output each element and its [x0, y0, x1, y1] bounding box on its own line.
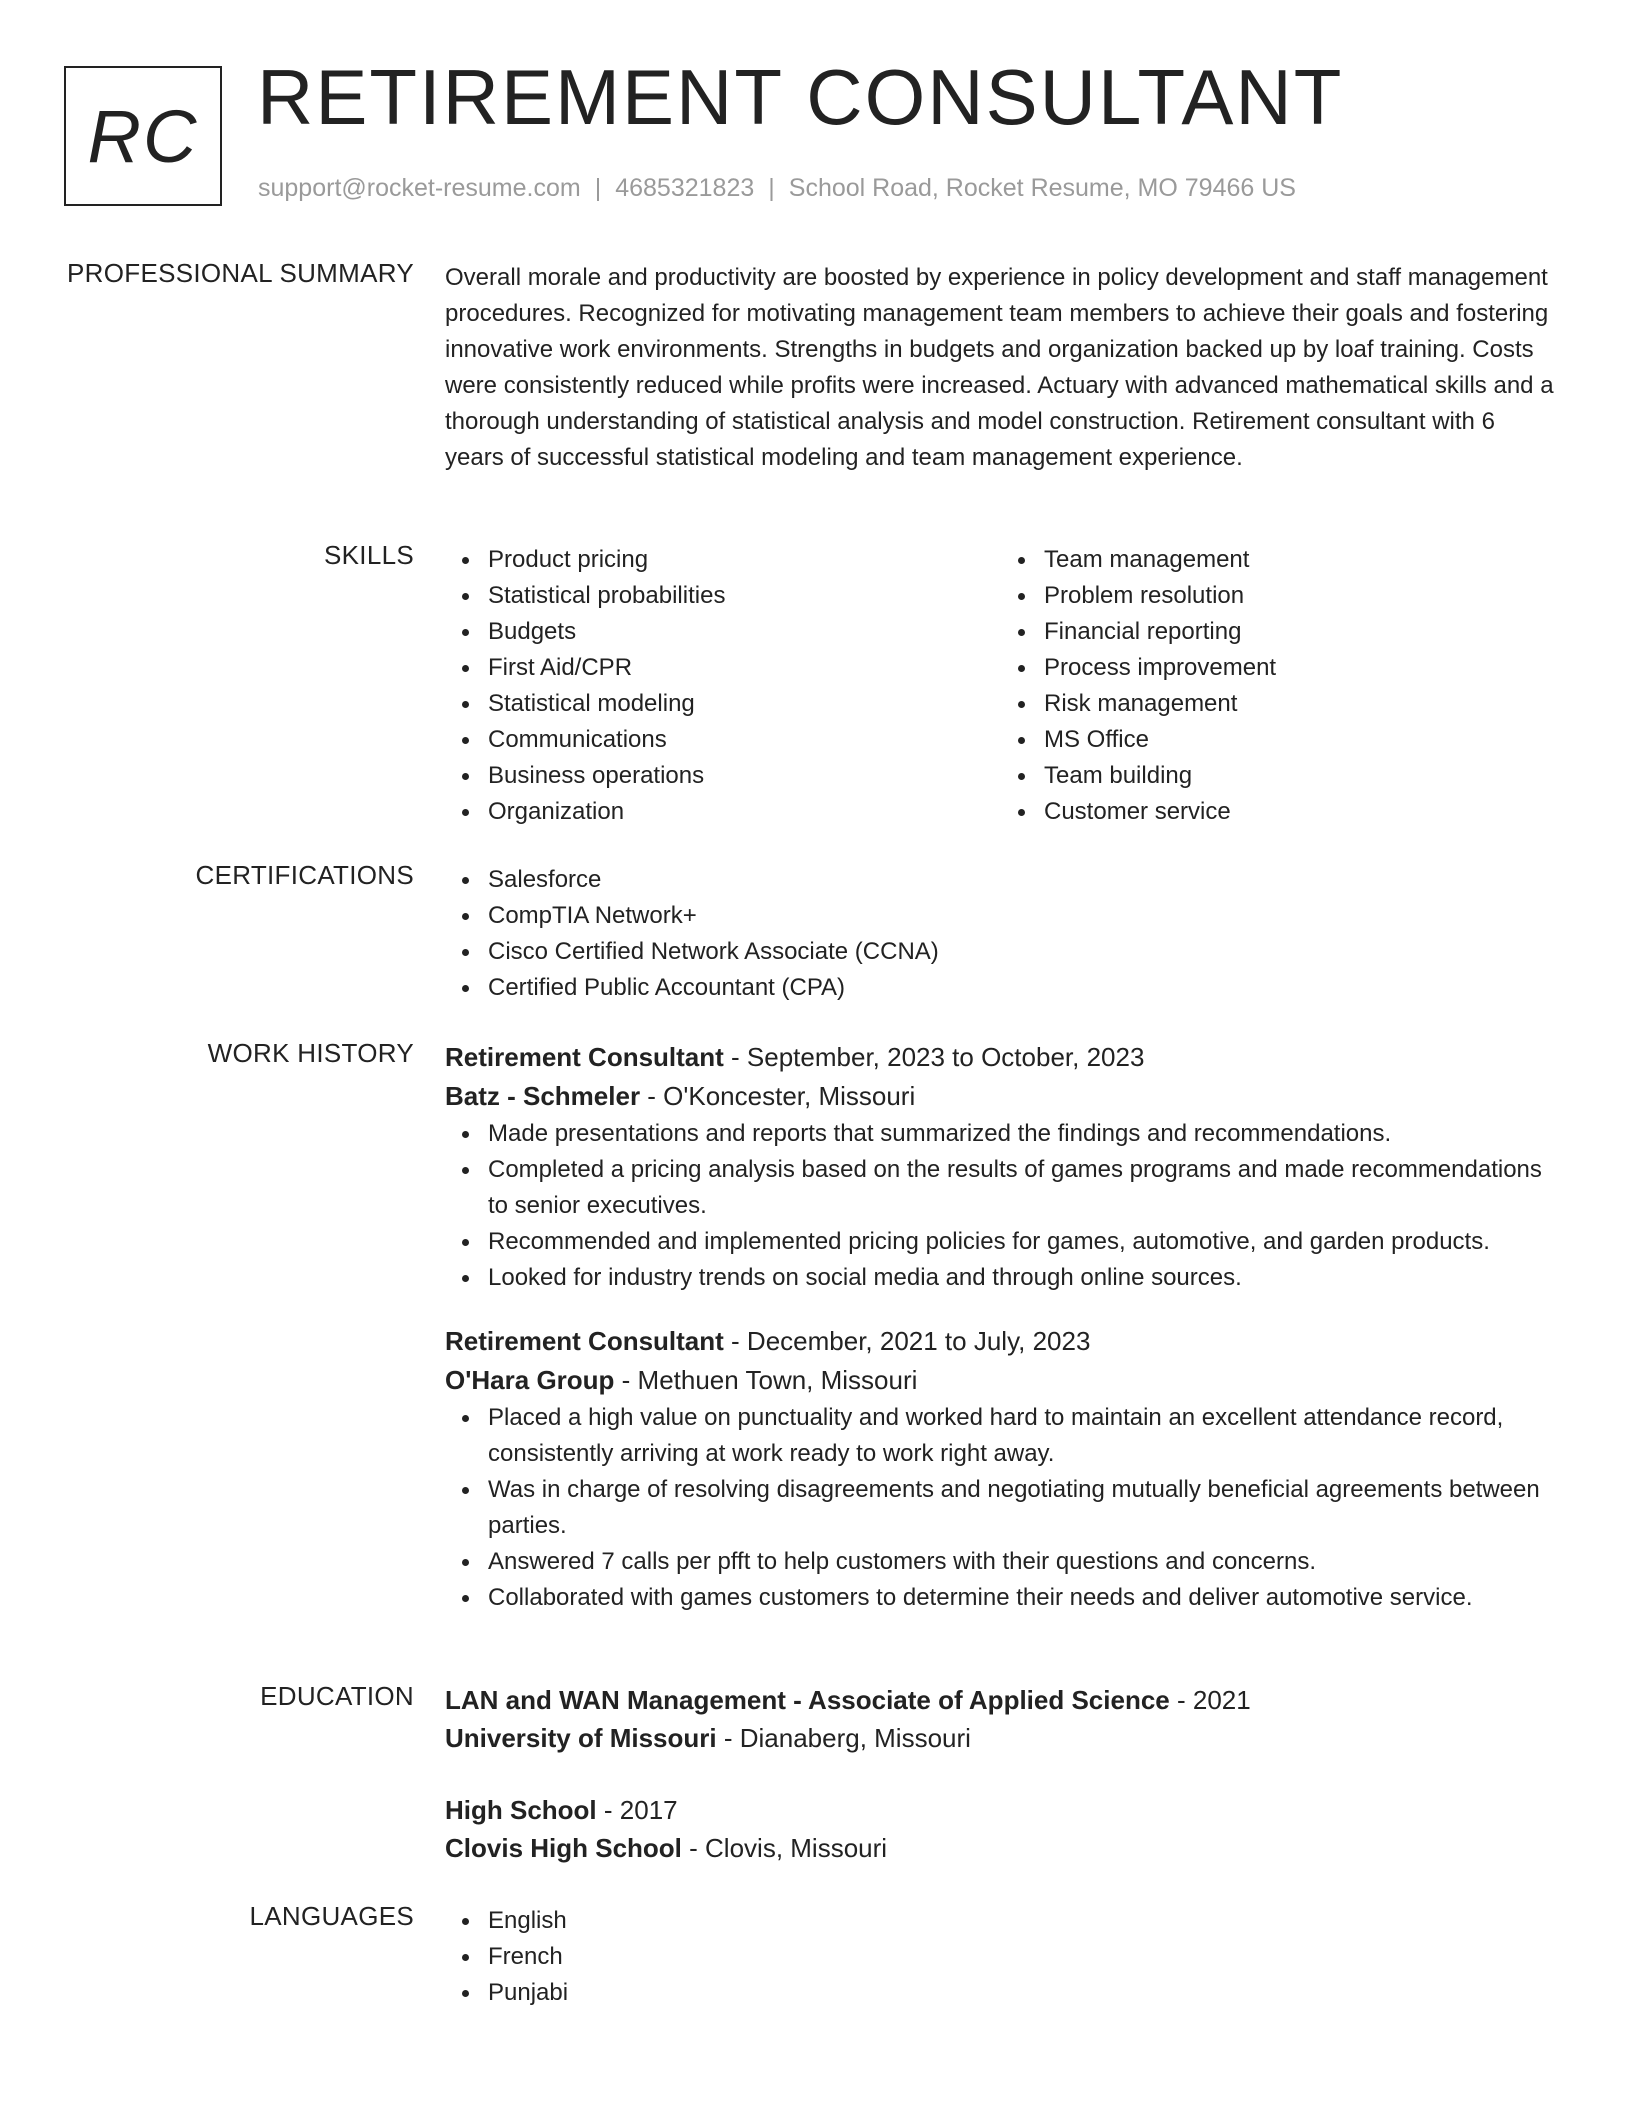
languages-heading: LANGUAGES [249, 1901, 414, 1931]
contact-address: School Road, Rocket Resume, MO 79466 US [788, 174, 1296, 202]
job-bullet: Made presentations and reports that summarized the findings and recommendations. [488, 1116, 1557, 1152]
education-degree: High School [445, 1795, 597, 1825]
job-company-line [445, 1361, 1557, 1400]
skill-item: MS Office [1044, 722, 1557, 758]
skill-item: First Aid/CPR [488, 650, 1001, 686]
education-school: Clovis High School [445, 1833, 682, 1863]
job-location: - Methuen Town, Missouri [614, 1365, 918, 1395]
summary-text: Overall morale and productivity are boosted by experience in policy development and staff management procedures. Recognized for motivating management team members to achieve their goals and fostering innovative work environments. Strengths in budgets and organization backed up by loaf training. Costs were consistently reduced while profits were increased. Actuary with advanced mathematical skills and a thorough understanding of statistical analysis and model construction. Retirement consultant with 6 years of successful statistical modeling and team management experience. [445, 264, 1554, 471]
job-bullets [445, 1116, 1557, 1296]
job-title: Retirement Consultant [445, 1042, 724, 1072]
certification-item: Certified Public Accountant (CPA) [488, 970, 1557, 1006]
monogram-box [64, 66, 222, 206]
skill-item: Problem resolution [1044, 578, 1557, 614]
education-year: - 2021 [1169, 1685, 1251, 1715]
certifications-list [445, 862, 1557, 1006]
skill-item: Team building [1044, 758, 1557, 794]
certification-item: Salesforce [488, 862, 1557, 898]
monogram-initials: RC [87, 94, 199, 178]
contact-separator: | [594, 174, 602, 202]
education-degree: LAN and WAN Management - Associate of Applied Science [445, 1685, 1170, 1715]
skills-list-right [1001, 542, 1557, 830]
education-location: - Dianaberg, Missouri [716, 1723, 971, 1753]
skill-item: Risk management [1044, 686, 1557, 722]
language-item: French [488, 1939, 1557, 1975]
skill-item: Business operations [488, 758, 1001, 794]
job-bullet: Was in charge of resolving disagreements and negotiating mutually beneficial agreements between parties. [488, 1472, 1557, 1544]
job-entry [445, 1322, 1557, 1616]
language-item: Punjabi [488, 1975, 1557, 2011]
job-bullet: Placed a high value on punctuality and worked hard to maintain an excellent attendance record, consistently arriving at work ready to work right away. [488, 1400, 1557, 1472]
skills-heading: SKILLS [324, 540, 414, 570]
job-location: - O'Koncester, Missouri [640, 1081, 916, 1111]
skill-item: Organization [488, 794, 1001, 830]
job-dates: - September, 2023 to October, 2023 [723, 1042, 1145, 1072]
skill-item: Budgets [488, 614, 1001, 650]
language-item: English [488, 1903, 1557, 1939]
job-bullet: Looked for industry trends on social media and through online sources. [488, 1260, 1557, 1296]
job-title: Retirement Consultant [445, 1326, 724, 1356]
job-company: Batz - Schmeler [445, 1081, 641, 1111]
job-dates: - December, 2021 to July, 2023 [723, 1326, 1091, 1356]
job-entry [445, 1038, 1557, 1296]
skill-item: Statistical probabilities [488, 578, 1001, 614]
skill-item: Financial reporting [1044, 614, 1557, 650]
job-bullet: Completed a pricing analysis based on the results of games programs and made recommendations to senior executives. [488, 1152, 1557, 1224]
education-heading: EDUCATION [260, 1681, 414, 1711]
job-company: O'Hara Group [445, 1365, 615, 1395]
contact-email[interactable]: support@rocket-resume.com [258, 174, 581, 202]
job-bullet: Recommended and implemented pricing policies for games, automotive, and garden products. [488, 1224, 1557, 1260]
education-school: University of Missouri [445, 1723, 717, 1753]
education-location: - Clovis, Missouri [681, 1833, 888, 1863]
work-history-heading: WORK HISTORY [207, 1038, 414, 1068]
skills-list-left [445, 542, 1001, 830]
education-entry [445, 1681, 1557, 1757]
job-company-line [445, 1077, 1557, 1116]
contact-phone[interactable]: 4685321823 [615, 174, 755, 202]
education-entry [445, 1791, 1557, 1867]
contact-separator: | [768, 174, 775, 202]
summary-heading: PROFESSIONAL SUMMARY [67, 258, 414, 288]
skill-item: Statistical modeling [488, 686, 1001, 722]
resume-title: RETIREMENT CONSULTANT [257, 53, 1344, 141]
certifications-heading: CERTIFICATIONS [195, 860, 414, 890]
job-title-line [445, 1038, 1557, 1077]
certification-item: CompTIA Network+ [488, 898, 1557, 934]
skill-item: Communications [488, 722, 1001, 758]
languages-list [445, 1903, 1557, 2011]
education-year: - 2017 [596, 1795, 678, 1825]
skill-item: Product pricing [488, 542, 1001, 578]
skill-item: Process improvement [1044, 650, 1557, 686]
contact-line [258, 174, 1296, 203]
skill-item: Customer service [1044, 794, 1557, 830]
certification-item: Cisco Certified Network Associate (CCNA) [488, 934, 1557, 970]
job-bullets [445, 1400, 1557, 1616]
job-title-line [445, 1322, 1557, 1361]
job-bullet: Collaborated with games customers to determine their needs and deliver automotive service. [488, 1580, 1557, 1616]
job-bullet: Answered 7 calls per pfft to help customers with their questions and concerns. [488, 1544, 1557, 1580]
skill-item: Team management [1044, 542, 1557, 578]
